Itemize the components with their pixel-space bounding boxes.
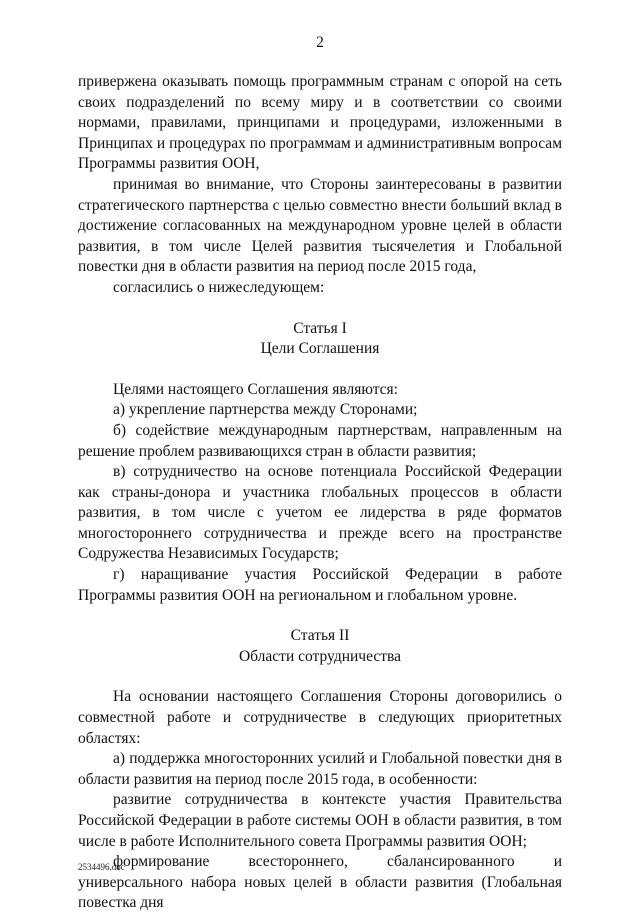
- page-number: 2: [316, 34, 324, 51]
- paragraph-new-goals: формирование всестороннего, сбалансированного и универсального набора новых целей в области развития (Глобальная повестка дня: [78, 853, 562, 912]
- article-number: Статья II: [290, 627, 350, 645]
- article-1-heading: [78, 319, 562, 360]
- article-number: Статья I: [293, 319, 347, 337]
- list-item-d: г) наращивание участия Российской Федерации в работе Программы развития ООН на региональном и глобальном уровне.: [78, 566, 562, 604]
- article-2-heading: [78, 626, 562, 667]
- paragraph-continuation: привержена оказывать помощь программным странам с опорой на сеть своих подразделений по всему миру и в соответствии со своими нормами, правилами, принципами и процедурами, изложенными в Принципах и процедурах по программам и административным вопросам Программы развития ООН,: [78, 73, 562, 173]
- paragraph-cooperation-development: развитие сотрудничества в контексте участия Правительства Российской Федерации в работе системы ООН в области развития, в том числе в работе Исполнительного совета Программы развития ООН;: [78, 791, 562, 850]
- article-title: Цели Соглашения: [260, 340, 380, 358]
- list-item-area-a: а) поддержка многосторонних усилий и Глобальной повестки дня в области развития на период после 2015 года, в особенности:: [78, 750, 562, 788]
- paragraph-goals-intro: Целями настоящего Соглашения являются:: [113, 380, 398, 398]
- footer-filename: 2534496.doc: [78, 862, 125, 872]
- paragraph-agreed: согласились о нижеследующем:: [113, 278, 325, 296]
- list-item-b: б) содействие международным партнерствам, направленным на решение проблем развивающихся стран в области развития;: [78, 421, 562, 460]
- list-item-c: в) сотрудничество на основе потенциала Российской Федерации как страны-донора и участника глобальных процессов в области развития, в том числе с учетом ее лидерства в ряде форматов многостороннего сотрудничества и прежде всего на пространстве Содружества Независимых Государств;: [78, 463, 562, 563]
- paragraph-areas-intro: На основании настоящего Соглашения Стороны договорились о совместной работе и сотрудничестве в следующих приоритетных областях:: [78, 688, 562, 747]
- paragraph-preamble: принимая во внимание, что Стороны заинтересованы в развитии стратегического партнерства с целью совместно внести больший вклад в достижение согласованных на международном уровне целей в области развития, в том числе Целей развития тысячелетия и Глобальной повестки дня в области развития на период после 2015 года,: [78, 175, 562, 276]
- list-item-a: а) укрепление партнерства между Сторонами;: [113, 401, 418, 419]
- article-title: Области сотрудничества: [238, 647, 402, 665]
